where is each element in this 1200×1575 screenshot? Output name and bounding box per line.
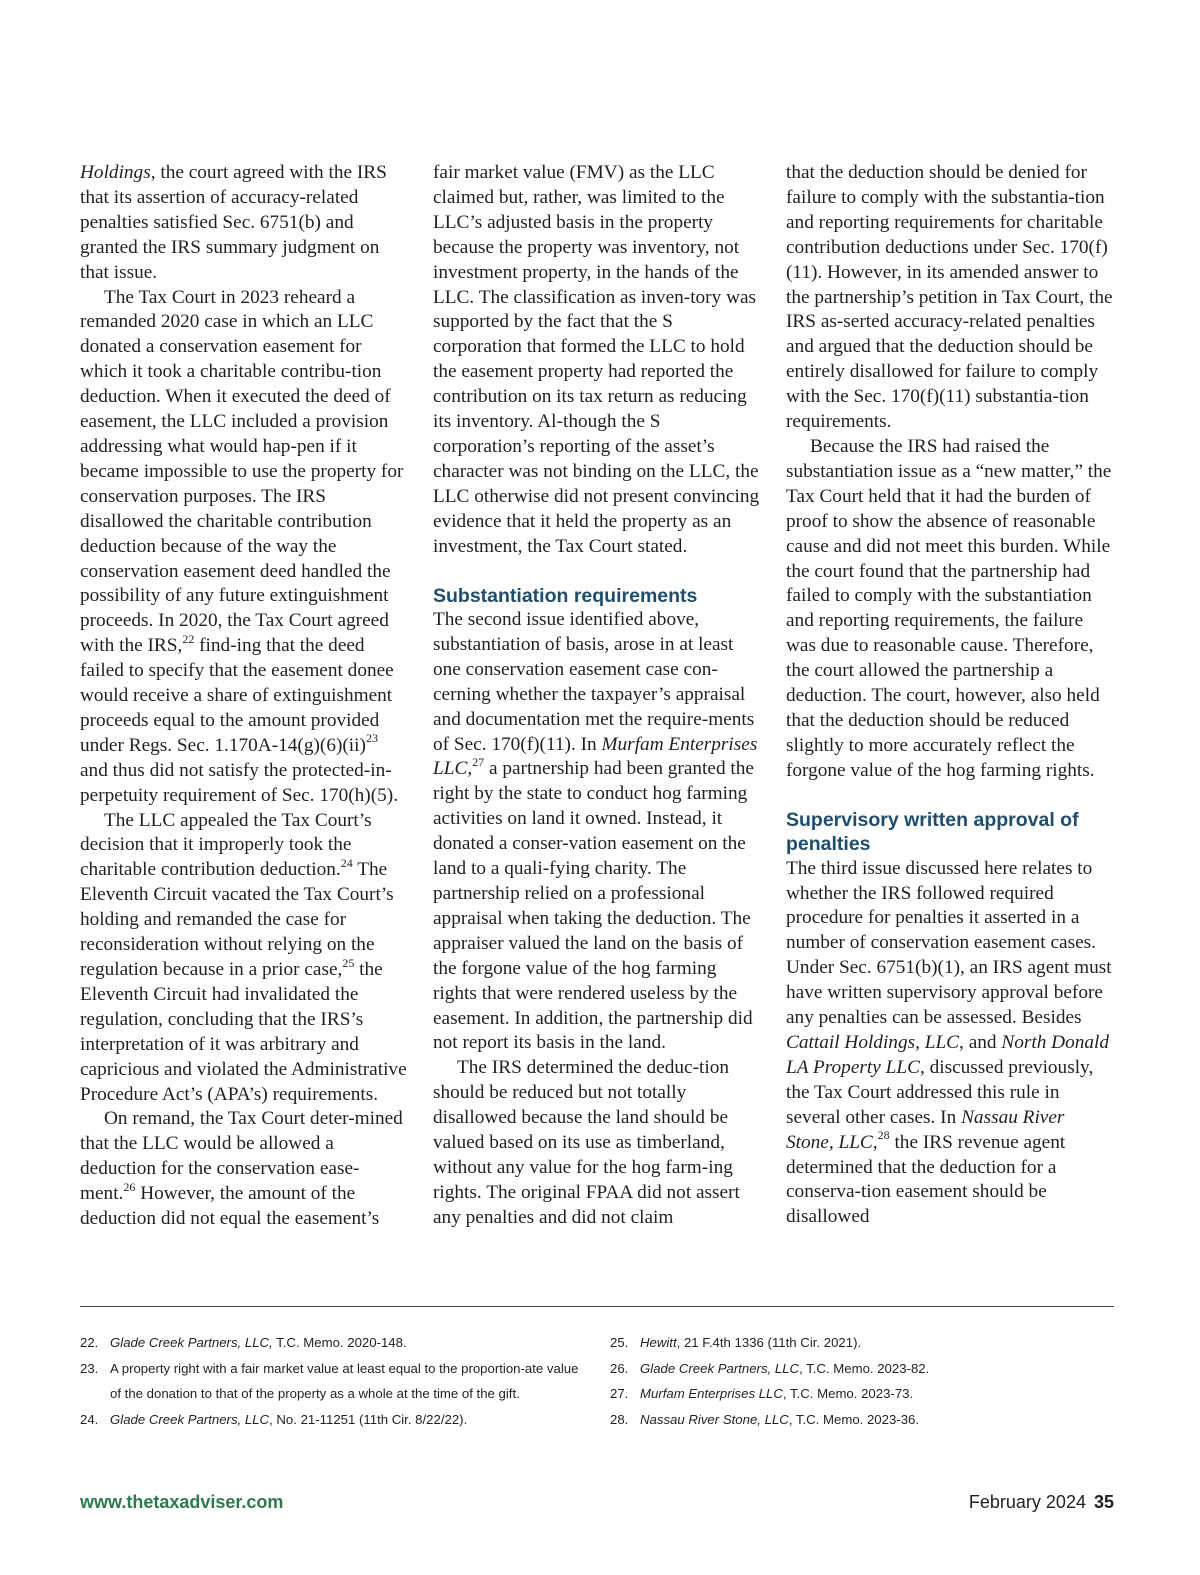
page-footer xyxy=(80,1492,1114,1518)
paragraph: Because the IRS had raised the substantiation issue as a “new matter,” the Tax Court held that it had the burden of proof to show the absence of reasonable cause and did not meet this burden. While the court found that the partnership had failed to comply with the substantiation and reporting requirements, the failure was due to reasonable cause. Therefore, the court allowed the partnership a deduction. The court, however, also held that the deduction should be reduced slightly to more accurately reflect the forgone value of the hog farming rights. xyxy=(786,435,1112,781)
italic-text: Nassau River Stone, LLC xyxy=(786,1106,1065,1153)
paragraph: The Tax Court in 2023 reheard a remanded 2020 case in which an LLC donated a conservation easement for which it took a charitable contribu-tion deduction. When it executed the deed of easement, the LLC included a provision addressing what would hap-pen if it became impossible to use the property for conservation purposes. The IRS disallowed the charitable contribution deduction because of the way the conservation easement deed handled the possibility of any future extinguishment proceeds. In 2020, the Tax Court agreed with the IRS,$^{22}$ find-ing that the deed failed to specify that the easement donee would receive a share of extinguishment proceeds equal to the amount provided under Regs. Sec. 1.170A-14(g)(6)(ii)$^{23}$ and thus did not satisfy the protected-in-perpetuity requirement of Sec. 170(h)(5). xyxy=(80,286,404,806)
italic-text: Hewitt xyxy=(640,1335,677,1350)
italic-text: Cattail Holdings, LLC xyxy=(786,1032,960,1053)
italic-text: North Donald LA Property LLC xyxy=(786,1032,1110,1078)
footnote-item xyxy=(610,1407,1110,1433)
paragraph: Holdings, the court agreed with the IRS that its assertion of accuracy-related penalties satisfied Sec. 6751(b) and granted the IRS summary judgment on that issue. xyxy=(80,162,387,283)
footnote-ref: 25 xyxy=(342,955,355,970)
footnote-item xyxy=(610,1330,1110,1356)
footnote-item xyxy=(80,1330,580,1356)
footnote-ref: 28 xyxy=(877,1128,890,1143)
footnote-ref: 24 xyxy=(340,855,353,870)
section-heading: Supervisory written approval of penalties xyxy=(786,808,1079,856)
footnotes xyxy=(80,1330,1114,1432)
website-link[interactable]: www.thetaxadviser.com xyxy=(80,1492,284,1512)
paragraph: fair market value (FMV) as the LLC claimed but, rather, was limited to the LLC’s adjusted basis in the property because the property was inventory, not investment property, in the hands of the LLC. The classification as inven-tory was supported by the fact that the S corporation that formed the LLC to hold the easement property had reported the contribution on its tax return as reducing its inventory. Al-though the S corporation’s reporting of the asset’s character was not binding on the LLC, the LLC otherwise did not present convincing evidence that it held the property as an investment, the Tax Court stated. xyxy=(433,162,760,557)
footnotes-right xyxy=(610,1330,1110,1432)
column-3 xyxy=(786,161,1114,1232)
italic-text: Murfam Enterprises LLC xyxy=(433,733,758,780)
section-heading: Substantiation requirements xyxy=(433,584,698,607)
footnote-number: 22. xyxy=(80,1335,99,1350)
footnote-number: 27. xyxy=(610,1386,629,1401)
footnote-divider xyxy=(80,1306,1114,1307)
italic-text: Holdings xyxy=(80,162,151,183)
paragraph: that the deduction should be denied for failure to comply with the substantia-tion and reporting requirements for charitable contribution deductions under Sec. 170(f)(11). However, in its amended answer to the partnership’s petition in Tax Court, the IRS as-serted accuracy-related penalties and argued that the deduction should be entirely disallowed for failure to comply with the Sec. 170(f)(11) substantia-tion requirements. xyxy=(786,162,1113,433)
paragraph: The IRS determined the deduc-tion should be reduced but not totally disallowed because the land should be valued based on its use as timberland, without any value for the hog farm-ing rights. The original FPAA did not assert any penalties and did not claim xyxy=(433,1057,740,1228)
footnote-text: Glade Creek Partners, LLC, T.C. Memo. 2020-148. xyxy=(110,1335,407,1350)
paragraph: The third issue discussed here relates to whether the IRS followed required procedure for penalties it asserted in a number of conservation easement cases. Under Sec. 6751(b)(1), an IRS agent must have written supervisory approval before any penalties can be assessed. Besides Cattail Holdings, LLC, and North Donald LA Property LLC, discussed previously, the Tax Court addressed this rule in several other cases. In Nassau River Stone, LLC,$^{28}$ the IRS revenue agent determined that the deduction for a conserva-tion easement should be disallowed xyxy=(786,857,1112,1228)
column-2 xyxy=(433,161,761,1232)
paragraph: On remand, the Tax Court deter-mined that the LLC would be allowed a deduction for the conservation ease-ment.$^{26}$ However, the amount of the deduction did not equal the easement’s xyxy=(80,1108,403,1230)
footnote-ref: 27 xyxy=(472,755,485,770)
page-number: 35 xyxy=(1093,1492,1114,1512)
footnote-item xyxy=(80,1407,580,1433)
footnote-number: 24. xyxy=(80,1411,99,1427)
italic-text: Murfam Enterprises LLC xyxy=(640,1386,783,1401)
issue-date: February 2024 xyxy=(968,1492,1086,1512)
footnote-text: Nassau River Stone, LLC, T.C. Memo. 2023-36. xyxy=(640,1411,920,1427)
footnote-number: 23. xyxy=(80,1360,99,1376)
footnote-number: 25. xyxy=(610,1335,629,1350)
footnote-text: Glade Creek Partners, LLC, T.C. Memo. 2023-82. xyxy=(640,1360,930,1376)
column-1 xyxy=(80,161,408,1232)
footnote-text: A property right with a fair market value at least equal to the proportion-ate value of the donation to that of the property as a whole at the time of the gift. xyxy=(110,1360,579,1401)
footnote-number: 28. xyxy=(610,1411,629,1427)
footnote-text: Hewitt, 21 F.4th 1336 (11th Cir. 2021). xyxy=(640,1335,862,1350)
article-body xyxy=(80,161,1114,1232)
italic-text: Glade Creek Partners, LLC xyxy=(640,1360,800,1376)
italic-text: Glade Creek Partners, LLC, xyxy=(110,1335,273,1350)
footnote-ref: 23 xyxy=(365,731,378,746)
footnote-item xyxy=(610,1381,1110,1407)
footnote-ref: 22 xyxy=(182,631,195,646)
footnote-item xyxy=(80,1356,580,1407)
paragraph: The LLC appealed the Tax Court’s decision that it improperly took the charitable contribution deduction.$^{24}$ The Eleventh Circuit vacated the Tax Court’s holding and remanded the case for reconsideration without relying on the regulation because in a prior case,$^{25}$ the Eleventh Circuit had invalidated the regulation, concluding that the IRS’s interpretation of it was arbitrary and capricious and violated the Administrative Procedure Act’s (APA’s) requirements. xyxy=(80,809,407,1105)
footnote-item xyxy=(610,1356,1110,1382)
footnotes-left xyxy=(80,1330,580,1432)
italic-text: Nassau River Stone, LLC xyxy=(640,1411,789,1427)
footnote-text: Glade Creek Partners, LLC, No. 21-11251 (11th Cir. 8/22/22). xyxy=(110,1411,468,1427)
italic-text: Glade Creek Partners, LLC xyxy=(110,1411,270,1427)
footnote-text: Murfam Enterprises LLC, T.C. Memo. 2023-73. xyxy=(640,1386,914,1401)
paragraph: The second issue identified above, substantiation of basis, arose in at least one conservation easement case con-cerning whether the taxpayer’s appraisal and documentation met the require-ments of Sec. 170(f)(11). In Murfam Enterprises LLC,$^{27}$ a partnership had been granted the right by the state to conduct hog farming activities on land it owned. Instead, it donated a conser-vation easement on the land to a quali-fying charity. The partnership relied on a professional appraisal when taking the deduction. The appraiser valued the land on the basis of the forgone value of the hog farming rights that were rendered useless by the easement. In addition, the partnership did not report its basis in the land. xyxy=(433,609,758,1054)
footnote-number: 26. xyxy=(610,1360,629,1376)
issue-info xyxy=(969,1492,1114,1513)
footnote-ref: 26 xyxy=(123,1179,136,1194)
